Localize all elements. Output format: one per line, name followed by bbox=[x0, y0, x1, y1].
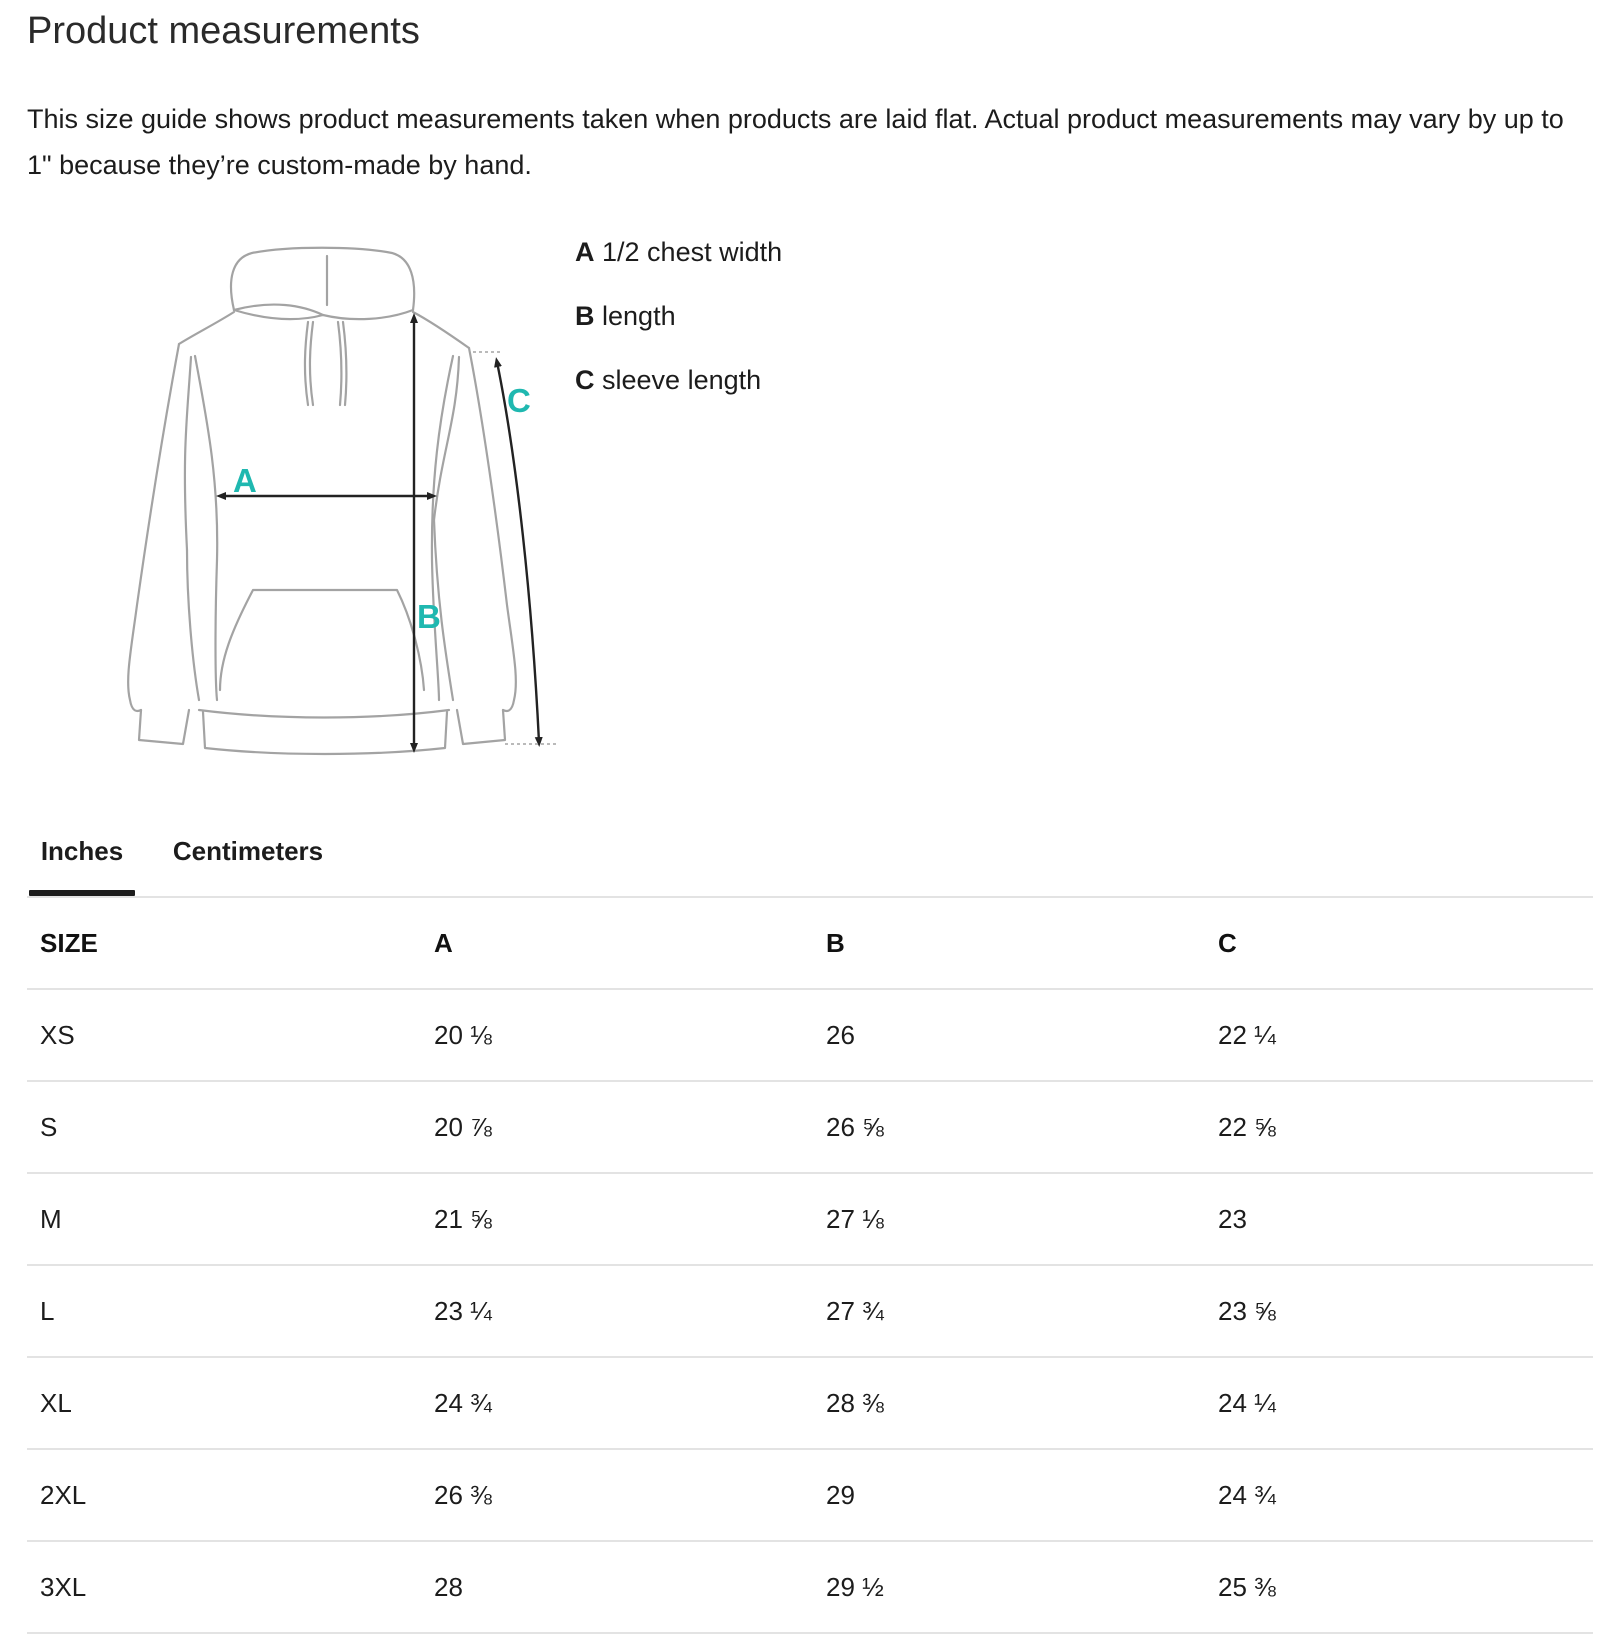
column-header-size: SIZE bbox=[27, 898, 421, 989]
cell-b: 27 ⅛ bbox=[813, 1173, 1205, 1265]
cell-b: 29 bbox=[813, 1449, 1205, 1541]
legend-letter: A bbox=[575, 237, 595, 267]
cell-c: 23 ⅝ bbox=[1205, 1265, 1593, 1357]
cell-size: XS bbox=[27, 989, 421, 1081]
cell-a: 23 ¼ bbox=[421, 1265, 813, 1357]
cell-size: 3XL bbox=[27, 1541, 421, 1633]
legend-text: length bbox=[602, 301, 676, 331]
cell-a: 26 ⅜ bbox=[421, 1449, 813, 1541]
table-row bbox=[27, 1449, 1593, 1541]
table-row bbox=[27, 1541, 1593, 1633]
cell-b: 29 ½ bbox=[813, 1541, 1205, 1633]
cell-size: S bbox=[27, 1081, 421, 1173]
measurement-legend bbox=[575, 232, 782, 424]
table-row bbox=[27, 1357, 1593, 1449]
hoodie-outline bbox=[128, 248, 516, 754]
cell-size: M bbox=[27, 1173, 421, 1265]
legend-item-a bbox=[575, 232, 782, 296]
cell-c: 23 bbox=[1205, 1173, 1593, 1265]
table-header-row bbox=[27, 898, 1593, 989]
table-row bbox=[27, 1173, 1593, 1265]
legend-letter: C bbox=[575, 365, 595, 395]
size-guide-description: This size guide shows product measurements taken when products are laid flat. Actual product measurements may vary by up to 1" because they’re custom-made by hand. bbox=[27, 104, 1564, 180]
legend-letter: B bbox=[575, 301, 595, 331]
cell-size: 2XL bbox=[27, 1449, 421, 1541]
unit-tabs bbox=[27, 820, 1593, 898]
cell-c: 22 ⅝ bbox=[1205, 1081, 1593, 1173]
tab-inches[interactable]: Inches bbox=[29, 820, 135, 894]
page-title: Product measurements bbox=[27, 10, 420, 52]
legend-item-c bbox=[575, 360, 782, 424]
tab-centimeters[interactable]: Centimeters bbox=[172, 836, 324, 866]
cell-b: 27 ¾ bbox=[813, 1265, 1205, 1357]
size-table bbox=[27, 898, 1593, 1634]
cell-c: 25 ⅜ bbox=[1205, 1541, 1593, 1633]
cell-a: 28 bbox=[421, 1541, 813, 1633]
column-header-b: B bbox=[813, 898, 1205, 989]
marker-a-label: A bbox=[233, 462, 257, 499]
marker-b-label: B bbox=[417, 598, 441, 635]
legend-text: 1/2 chest width bbox=[602, 237, 783, 267]
cell-b: 28 ⅜ bbox=[813, 1357, 1205, 1449]
marker-c-label: C bbox=[507, 382, 531, 419]
cell-c: 22 ¼ bbox=[1205, 989, 1593, 1081]
table-row bbox=[27, 989, 1593, 1081]
cell-size: L bbox=[27, 1265, 421, 1357]
cell-c: 24 ¾ bbox=[1205, 1449, 1593, 1541]
legend-text: sleeve length bbox=[602, 365, 762, 395]
table-row bbox=[27, 1081, 1593, 1173]
cell-a: 20 ⅞ bbox=[421, 1081, 813, 1173]
cell-c: 24 ¼ bbox=[1205, 1357, 1593, 1449]
table-row bbox=[27, 1265, 1593, 1357]
legend-item-b bbox=[575, 296, 782, 360]
column-header-c: C bbox=[1205, 898, 1593, 989]
cell-a: 20 ⅛ bbox=[421, 989, 813, 1081]
cell-b: 26 bbox=[813, 989, 1205, 1081]
hoodie-illustration bbox=[97, 235, 577, 765]
column-header-a: A bbox=[421, 898, 813, 989]
cell-size: XL bbox=[27, 1357, 421, 1449]
cell-a: 24 ¾ bbox=[421, 1357, 813, 1449]
cell-a: 21 ⅝ bbox=[421, 1173, 813, 1265]
cell-b: 26 ⅝ bbox=[813, 1081, 1205, 1173]
